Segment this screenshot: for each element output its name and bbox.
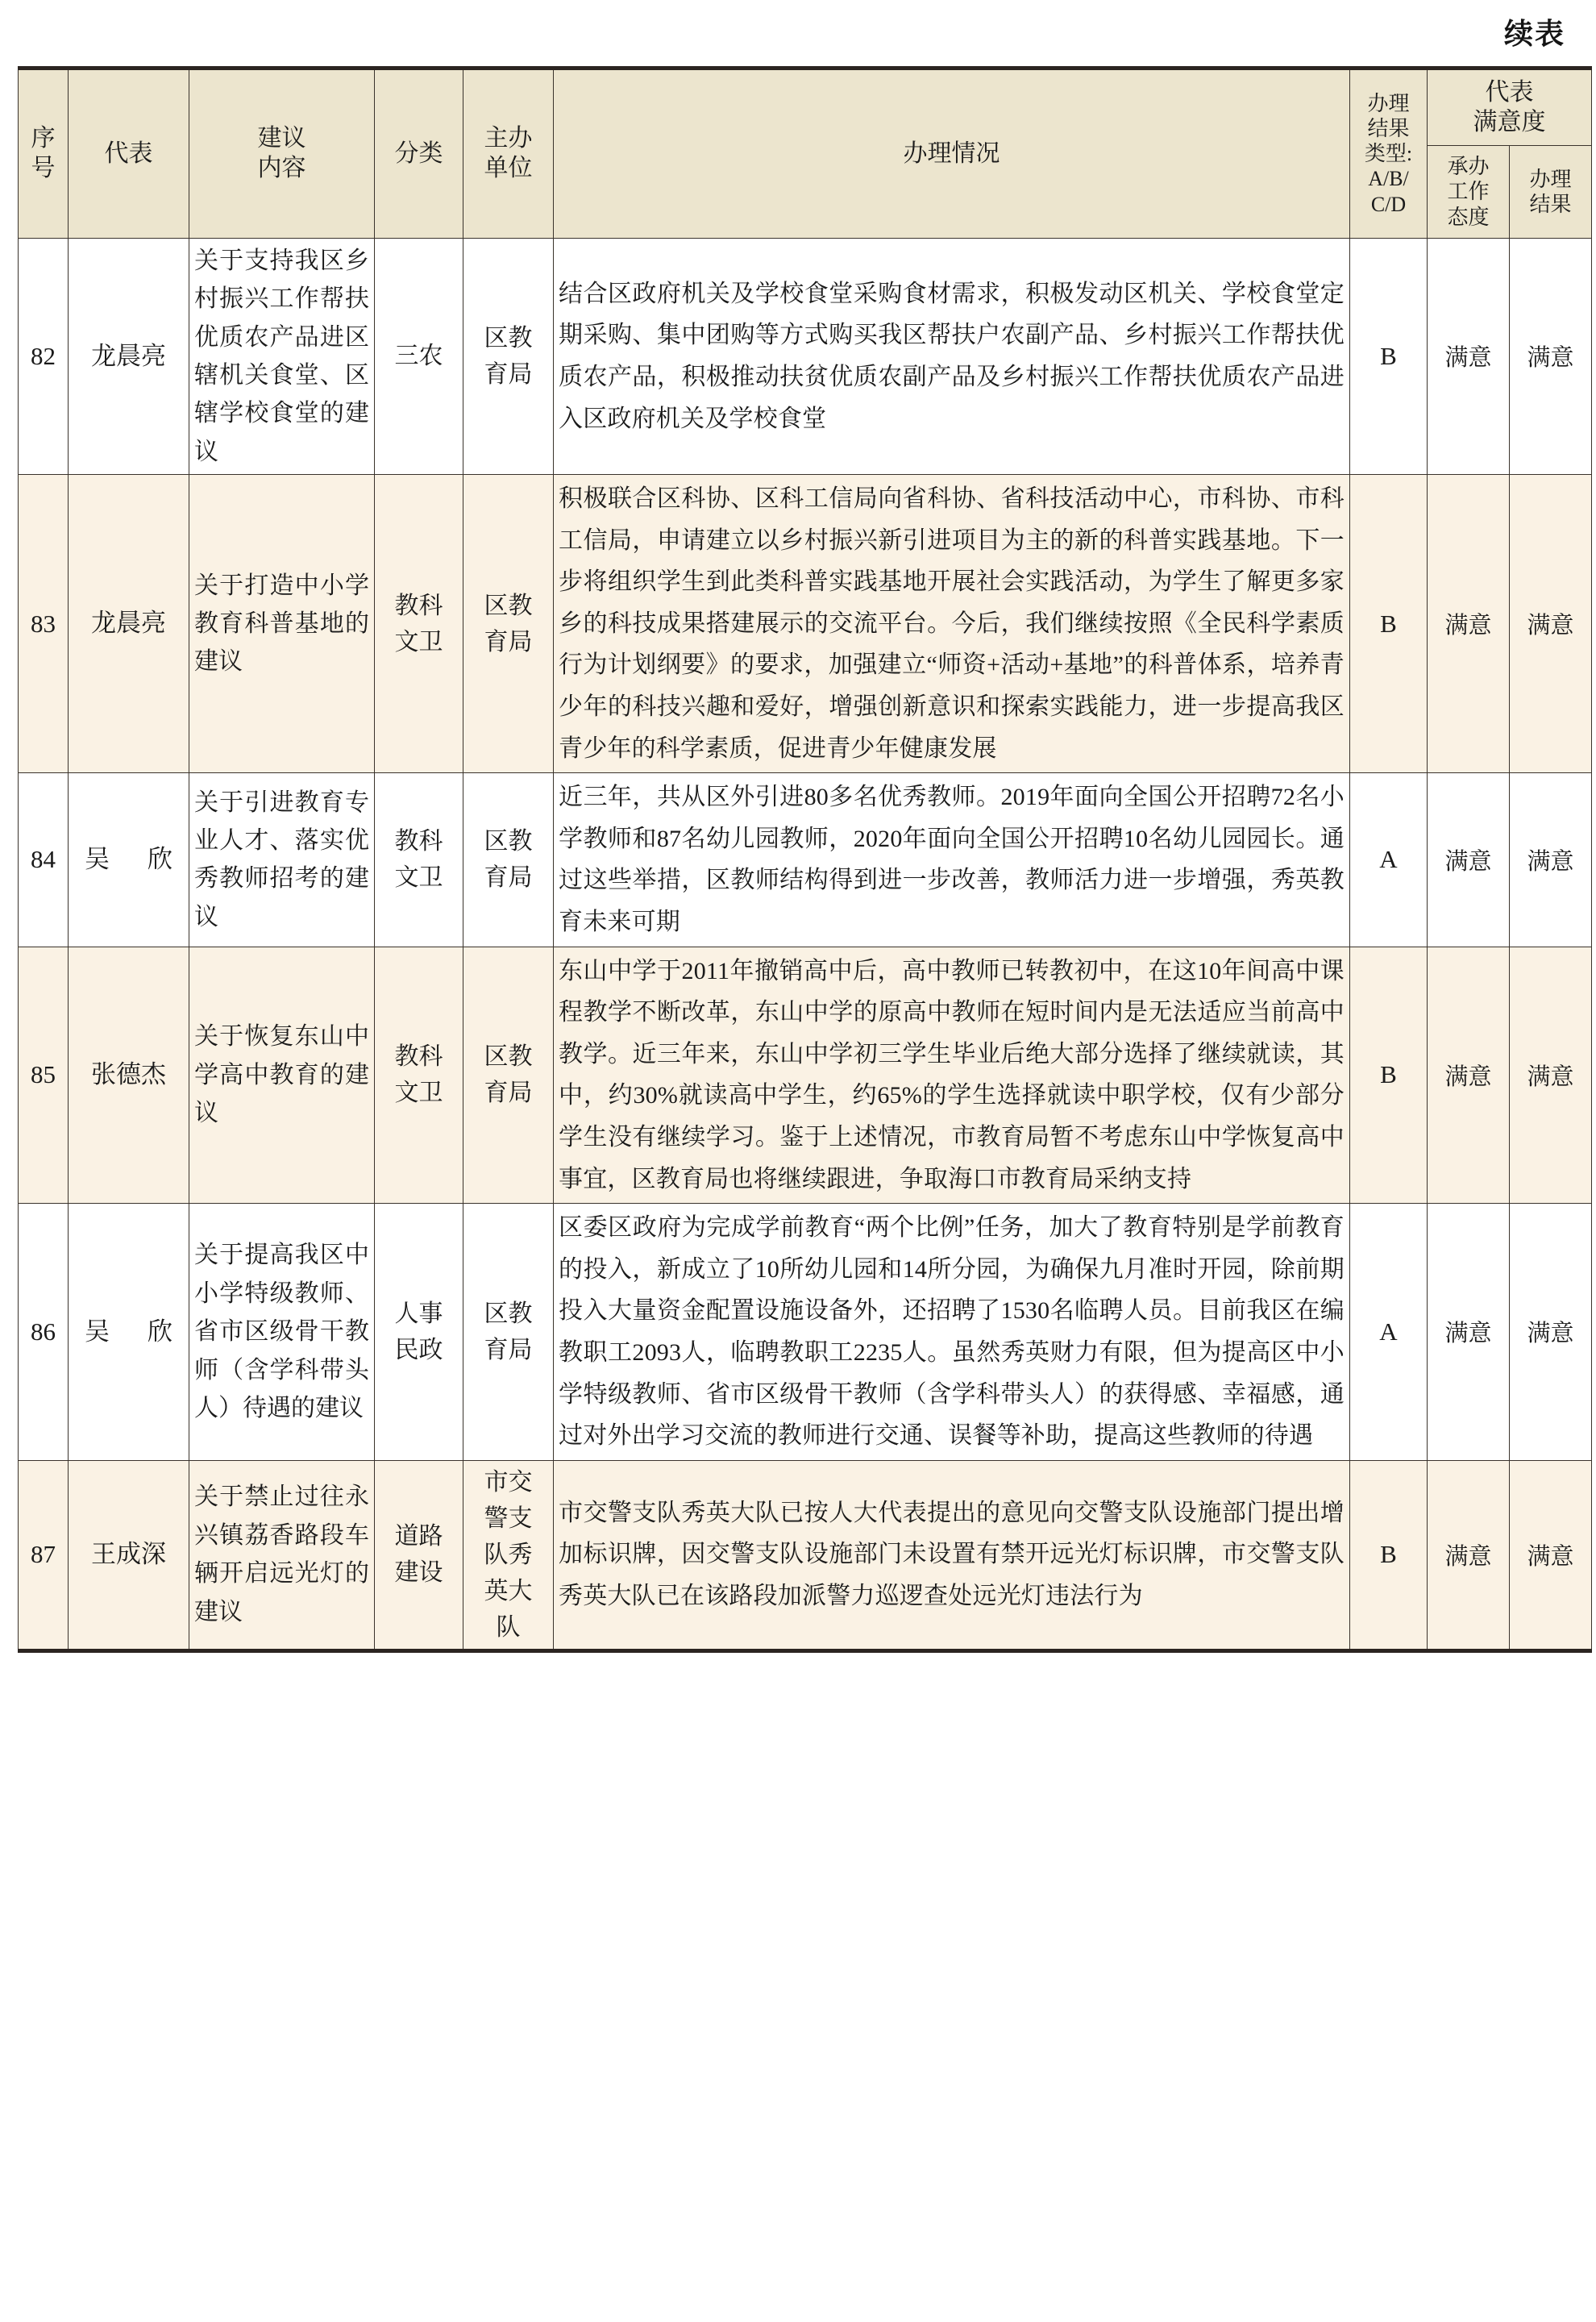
unit-line: 队 xyxy=(496,1613,521,1641)
col-header-work-attitude xyxy=(1428,146,1510,239)
cell-unit xyxy=(463,1204,554,1461)
cell-suggestion: 关于支持我区乡村振兴工作帮扶优质农产品进区辖机关食堂、区辖学校食堂的建议 xyxy=(189,238,375,474)
work-attitude-line-3: 态度 xyxy=(1447,205,1490,229)
cell-result-type: B xyxy=(1350,1460,1428,1650)
cell-representative: 龙晨亮 xyxy=(69,238,189,474)
unit-line: 区教 xyxy=(484,1300,533,1327)
cell-category xyxy=(375,773,463,947)
work-attitude-line-2: 工作 xyxy=(1447,180,1490,204)
col-header-processing-status: 办理情况 xyxy=(554,69,1350,239)
result-type-line-3: 类型: xyxy=(1364,142,1413,166)
col-header-seq: 序 号 xyxy=(19,69,69,239)
unit-line: 市交 xyxy=(484,1468,533,1496)
satisfaction-line-2: 满意度 xyxy=(1473,108,1546,135)
cell-suggestion: 关于打造中小学教育科普基地的建议 xyxy=(189,475,375,773)
cell-suggestion: 关于恢复东山中学高中教育的建议 xyxy=(189,947,375,1204)
col-header-result-type xyxy=(1350,69,1428,239)
cell-result-type: A xyxy=(1350,1204,1428,1461)
cell-result-outcome: 满意 xyxy=(1510,1460,1592,1650)
continuation-label: 续表 xyxy=(1503,18,1565,50)
result-type-line-2: 结果 xyxy=(1367,117,1410,141)
cell-result-type: B xyxy=(1350,475,1428,773)
suggestions-table xyxy=(18,66,1592,1653)
cell-work-attitude: 满意 xyxy=(1428,1204,1510,1461)
cell-category xyxy=(375,1460,463,1650)
cell-unit xyxy=(463,773,554,947)
table-row xyxy=(19,475,1592,773)
unit-line: 警支 xyxy=(484,1504,533,1532)
cell-processing: 积极联合区科协、区科工信局向省科协、省科技活动中心，市科协、市科工信局，申请建立以乡村振兴新引进项目为主的新的科普实践基地。下一步将组织学生到此类科普实践基地开展社会实践活动，为学生了解更多家乡的科技成果搭建展示的交流平台。今后，我们继续按照《全民科学素质行为计划纲要》的要求，加强建立“师资+活动+基地”的科普体系，培养青少年的科技兴趣和爱好，增强创新意识和探索实践能力，进一步提高我区青少年的科学素质，促进青少年健康发展 xyxy=(554,475,1350,773)
category-line: 民政 xyxy=(394,1336,443,1363)
result-outcome-line-1: 办理 xyxy=(1529,167,1572,191)
work-attitude-line-1: 承办 xyxy=(1447,155,1490,179)
cell-unit xyxy=(463,1460,554,1650)
table-header xyxy=(19,69,1592,239)
col-header-suggestion-content: 建议 内容 xyxy=(189,69,375,239)
cell-result-type: B xyxy=(1350,238,1428,474)
unit-line: 育局 xyxy=(484,1336,533,1363)
result-outcome-line-2: 结果 xyxy=(1529,192,1572,216)
category-line: 文卫 xyxy=(394,628,443,655)
category-line: 教科 xyxy=(394,1043,443,1071)
table-row xyxy=(19,1204,1592,1461)
unit-line: 育局 xyxy=(484,360,533,388)
category-line: 人事 xyxy=(394,1300,443,1327)
cell-processing: 结合区政府机关及学校食堂采购食材需求，积极发动区机关、学校食堂定期采购、集中团购等方式购买我区帮扶户农副产品、乡村振兴工作帮扶优质农产品，积极推动扶贫优质农副产品及乡村振兴工作帮扶优质农产品进入区政府机关及学校食堂 xyxy=(554,238,1350,474)
unit-line: 区教 xyxy=(484,324,533,352)
table-row xyxy=(19,1460,1592,1650)
category-line: 道路 xyxy=(394,1523,443,1550)
satisfaction-line-1: 代表 xyxy=(1485,79,1534,106)
result-type-line-1: 办理 xyxy=(1367,91,1410,115)
cell-category xyxy=(375,947,463,1204)
cell-processing: 东山中学于2011年撤销高中后，高中教师已转教初中，在这10年间高中课程教学不断改革，东山中学的原高中教师在短时间内是无法适应当前高中教学。近三年来，东山中学初三学生毕业后绝大部分选择了继续就读，其中，约30%就读高中学生，约65%的学生选择就读中职学校，仅有少部分学生没有继续学习。鉴于上述情况，市教育局暂不考虑东山中学恢复高中事宜，区教育局也将继续跟进，争取海口市教育局采纳支持 xyxy=(554,947,1350,1204)
cell-processing: 区委区政府为完成学前教育“两个比例”任务，加大了教育特别是学前教育的投入，新成立了10所幼儿园和14所分园，为确保九月准时开园，除前期投入大量资金配置设施设备外，还招聘了1530名临聘人员。目前我区在编教职工2093人，临聘教职工2235人。虽然秀英财力有限，但为提高区中小学特级教师、省市区级骨干教师（含学科带头人）的获得感、幸福感，通过对外出学习交流的教师进行交通、误餐等补助，提高这些教师的待遇 xyxy=(554,1204,1350,1461)
cell-unit xyxy=(463,238,554,474)
cell-representative: 张德杰 xyxy=(69,947,189,1204)
col-header-host-unit: 主办 单位 xyxy=(463,69,554,239)
unit-line: 育局 xyxy=(484,628,533,655)
col-header-representative: 代表 xyxy=(69,69,189,239)
cell-category xyxy=(375,475,463,773)
cell-processing: 市交警支队秀英大队已按人大代表提出的意见向交警支队设施部门提出增加标识牌，因交警支队设施部门未设置有禁开远光灯标识牌，市交警支队秀英大队已在该路段加派警力巡逻查处远光灯违法行为 xyxy=(554,1460,1350,1650)
cell-work-attitude: 满意 xyxy=(1428,773,1510,947)
cell-result-outcome: 满意 xyxy=(1510,773,1592,947)
col-header-category: 分类 xyxy=(375,69,463,239)
cell-suggestion: 关于提高我区中小学特级教师、省市区级骨干教师（含学科带头人）待遇的建议 xyxy=(189,1204,375,1461)
cell-category xyxy=(375,1204,463,1461)
unit-line: 育局 xyxy=(484,864,533,892)
cell-work-attitude: 满意 xyxy=(1428,238,1510,474)
cell-category xyxy=(375,238,463,474)
table-row xyxy=(19,947,1592,1204)
header-row-1 xyxy=(19,69,1592,146)
cell-unit xyxy=(463,947,554,1204)
cell-representative xyxy=(69,773,189,947)
table-row xyxy=(19,238,1592,474)
unit-line: 英大 xyxy=(484,1577,533,1604)
unit-line: 区教 xyxy=(484,1043,533,1071)
representative-name: 吴 欣 xyxy=(85,1317,172,1346)
cell-result-type: B xyxy=(1350,947,1428,1204)
cell-work-attitude: 满意 xyxy=(1428,947,1510,1204)
cell-seq: 83 xyxy=(19,475,69,773)
cell-representative: 龙晨亮 xyxy=(69,475,189,773)
result-type-line-4: A/B/ xyxy=(1368,167,1409,191)
cell-seq: 85 xyxy=(19,947,69,1204)
unit-line: 队秀 xyxy=(484,1541,533,1568)
cell-result-type: A xyxy=(1350,773,1428,947)
table-row xyxy=(19,773,1592,947)
cell-work-attitude: 满意 xyxy=(1428,1460,1510,1650)
unit-line: 区教 xyxy=(484,592,533,619)
cell-representative: 王成深 xyxy=(69,1460,189,1650)
table-body xyxy=(19,238,1592,1650)
cell-result-outcome: 满意 xyxy=(1510,475,1592,773)
cell-unit xyxy=(463,475,554,773)
representative-name: 吴 欣 xyxy=(85,845,172,874)
cell-result-outcome: 满意 xyxy=(1510,238,1592,474)
result-type-line-5: C/D xyxy=(1370,192,1407,216)
unit-line: 育局 xyxy=(484,1080,533,1107)
cell-suggestion: 关于引进教育专业人才、落实优秀教师招考的建议 xyxy=(189,773,375,947)
cell-work-attitude: 满意 xyxy=(1428,475,1510,773)
cell-processing: 近三年，共从区外引进80多名优秀教师。2019年面向全国公开招聘72名小学教师和87名幼儿园教师，2020年面向全国公开招聘10名幼儿园园长。通过这些举措，区教师结构得到进一步改善，教师活力进一步增强，秀英教育未来可期 xyxy=(554,773,1350,947)
cell-seq: 87 xyxy=(19,1460,69,1650)
cell-result-outcome: 满意 xyxy=(1510,947,1592,1204)
category-line: 文卫 xyxy=(394,1080,443,1107)
cell-seq: 86 xyxy=(19,1204,69,1461)
cell-representative xyxy=(69,1204,189,1461)
col-header-result-outcome xyxy=(1510,146,1592,239)
category-line: 三农 xyxy=(394,343,443,370)
col-header-satisfaction-group xyxy=(1428,69,1592,146)
cell-suggestion: 关于禁止过往永兴镇荔香路段车辆开启远光灯的建议 xyxy=(189,1460,375,1650)
cell-seq: 82 xyxy=(19,238,69,474)
category-line: 文卫 xyxy=(394,864,443,892)
category-line: 教科 xyxy=(394,592,443,619)
cell-seq: 84 xyxy=(19,773,69,947)
category-line: 建设 xyxy=(394,1559,443,1587)
unit-line: 区教 xyxy=(484,828,533,855)
cell-result-outcome: 满意 xyxy=(1510,1204,1592,1461)
category-line: 教科 xyxy=(394,828,443,855)
